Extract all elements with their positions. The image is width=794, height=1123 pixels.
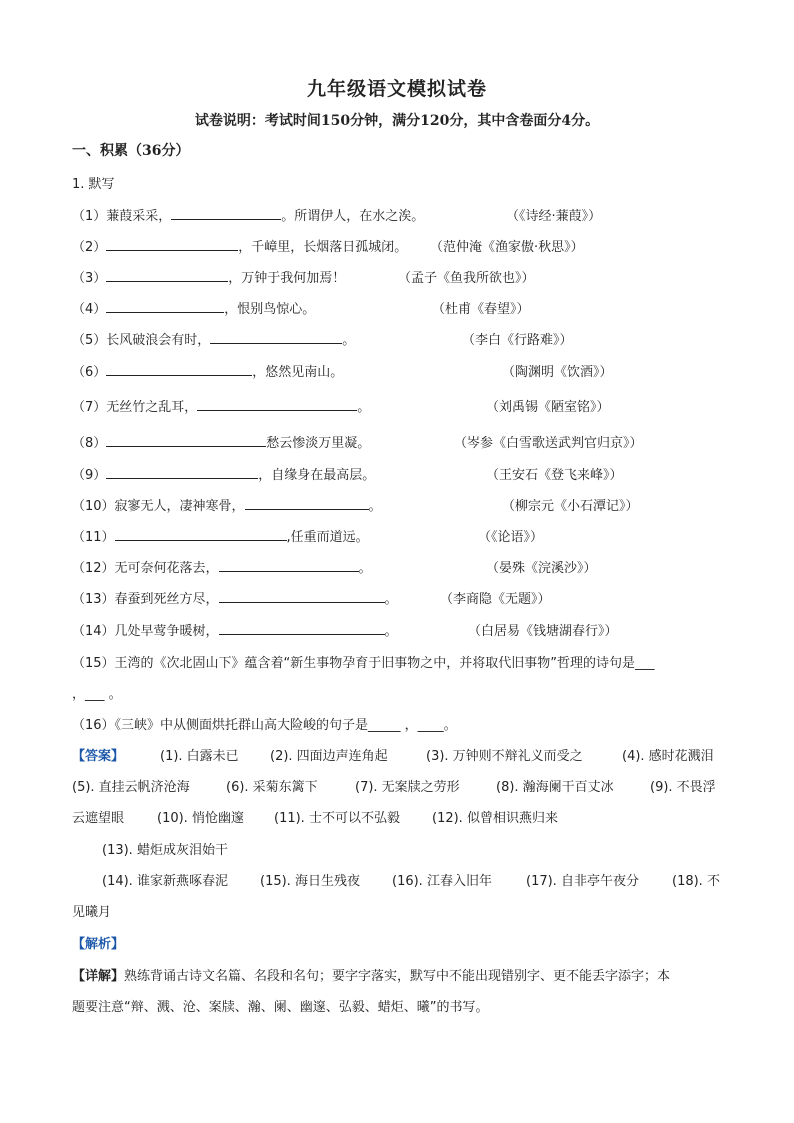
- source-citation: （陶渊明《饮酒》）: [502, 365, 613, 380]
- answer-blank: [197, 396, 357, 411]
- question-text: （6）: [72, 365, 107, 380]
- answer-blank: [106, 464, 258, 479]
- answer-item: 见曦月: [72, 905, 112, 920]
- question-text: （9）: [72, 468, 107, 483]
- question-text: （1）蒹葭采采，: [72, 209, 172, 224]
- question-text: （2）: [72, 240, 107, 255]
- answer-item: (3). 万钟则不辩礼义而受之: [426, 749, 583, 764]
- answer-item: (9). 不畏浮: [650, 780, 716, 795]
- source-citation: （王安石《登飞来峰》）: [486, 468, 623, 483]
- question-row: [72, 526, 369, 545]
- question-text: 。所谓伊人，在水之涘。: [281, 209, 425, 224]
- question-text: 。: [358, 561, 372, 576]
- detail-text: 熟练背诵古诗文名篇、名段和名句；要字字落实，默写中不能出现错别字、更不能丢字添字；本: [124, 969, 671, 984]
- analysis-tag: 【解析】: [72, 937, 125, 952]
- answer-item: (13). 蜡炬成灰泪始干: [102, 843, 228, 858]
- question-text: （12）无可奈何花落去，: [72, 561, 219, 576]
- answer-item: (2). 四面边声连角起: [270, 749, 388, 764]
- question-15-continued: ，___ 。: [72, 687, 122, 702]
- answer-item: (5). 直挂云帆济沧海: [72, 780, 190, 795]
- question-row: [72, 620, 398, 639]
- answer-item: (6). 采菊东篱下: [226, 780, 318, 795]
- answer-tag: 【答案】: [72, 749, 125, 764]
- page-title: 九年级语文模拟试卷: [306, 78, 487, 100]
- section-heading: 一、积累（36分）: [72, 143, 190, 159]
- question-text: （4）: [72, 302, 107, 317]
- question-row: [72, 236, 407, 255]
- question-row: [72, 464, 375, 483]
- answer-item: (4). 感时花溅泪: [622, 749, 714, 764]
- answer-blank: [106, 236, 238, 251]
- answer-item: (14). 谁家新燕啄春泥: [102, 874, 228, 889]
- answer-blank: [106, 298, 224, 313]
- detail-paragraph-line-2: 题要注意“辩、溅、沧、案牍、瀚、阑、幽邃、弘毅、蜡炬、曦”的书写。: [72, 1000, 489, 1015]
- answer-blank: [219, 588, 385, 603]
- answer-item: (10). 悄怆幽邃: [157, 811, 244, 826]
- answer-blank: [219, 620, 385, 635]
- question-16: （16）《三峡》中从侧面烘托群山高大险峻的句子是_____ ，____。: [72, 718, 457, 733]
- question-row: [72, 298, 315, 317]
- question-text: （5）长风破浪会有时，: [72, 333, 211, 348]
- question-row: [72, 588, 398, 607]
- source-citation: （李商隐《无题》）: [440, 592, 551, 607]
- exam-instructions: 试卷说明：考试时间150分钟，满分120分，其中含卷面分4分。: [194, 113, 600, 129]
- question-15: （15）王湾的《次北固山下》蕴含着“新生事物孕育于旧事物之中，并将取代旧事物”哲理的诗句是___: [72, 656, 655, 671]
- answer-blank: [171, 205, 281, 220]
- question-text: ，万钟于我何加焉！: [228, 271, 346, 286]
- question-1-label: 1. 默写: [72, 177, 115, 192]
- question-text: ，自缘身在最高层。: [258, 468, 376, 483]
- source-citation: （岑参《白雪歌送武判官归京》）: [454, 436, 643, 451]
- question-text: 。: [368, 499, 382, 514]
- answer-blank: [106, 267, 228, 282]
- question-text: 。: [384, 624, 398, 639]
- answer-item: (7). 无案牍之劳形: [355, 780, 460, 795]
- question-text: （3）: [72, 271, 107, 286]
- answer-item: (16). 江春入旧年: [392, 874, 492, 889]
- source-citation: （《论语》）: [478, 530, 544, 545]
- question-row: [72, 432, 370, 451]
- answer-item: (8). 瀚海阑干百丈冰: [496, 780, 614, 795]
- source-citation: （《诗经·蒹葭》）: [506, 209, 602, 224]
- answer-blank: [106, 432, 266, 447]
- answer-item: (17). 自非亭午夜分: [526, 874, 639, 889]
- question-text: 愁云惨淡万里凝。: [266, 436, 371, 451]
- answer-item: 云遮望眼: [72, 811, 125, 826]
- question-text: （8）: [72, 436, 107, 451]
- question-row: [72, 495, 382, 514]
- source-citation: （刘禹锡《陋室铭》）: [486, 400, 610, 415]
- answer-item: (18). 不: [672, 874, 720, 889]
- question-text: 。: [357, 400, 371, 415]
- question-text: 。: [342, 333, 356, 348]
- question-row: [72, 396, 370, 415]
- source-citation: （晏殊《浣溪沙》）: [486, 561, 597, 576]
- source-citation: （李白《行路难》）: [462, 333, 573, 348]
- question-row: [72, 329, 355, 348]
- question-text: （7）无丝竹之乱耳，: [72, 400, 198, 415]
- question-text: ，悠然见南山。: [252, 365, 344, 380]
- answer-blank: [106, 361, 252, 376]
- question-text: ,任重而道远。: [286, 530, 369, 545]
- source-citation: （白居易《钱塘湖春行》）: [468, 624, 618, 639]
- question-row: [72, 361, 343, 380]
- question-text: 。: [384, 592, 398, 607]
- question-text: ，千嶂里，长烟落日孤城闭。: [238, 240, 408, 255]
- answer-blank: [219, 557, 359, 572]
- answer-blank: [210, 329, 342, 344]
- question-text: （14）几处早莺争暖树，: [72, 624, 219, 639]
- source-citation: （孟子《鱼我所欲也》）: [398, 271, 535, 286]
- answer-blank: [115, 526, 287, 541]
- source-citation: （范仲淹《渔家傲·秋思》）: [430, 240, 584, 255]
- question-text: （10）寂寥无人，凄神寒骨，: [72, 499, 245, 514]
- answer-item: (15). 海日生残夜: [260, 874, 360, 889]
- source-citation: （柳宗元《小石潭记》）: [502, 499, 639, 514]
- source-citation: （杜甫《春望》）: [432, 302, 530, 317]
- detail-tag: 【详解】: [72, 969, 125, 984]
- question-text: （13）春蚕到死丝方尽，: [72, 592, 219, 607]
- question-row: [72, 205, 424, 224]
- detail-paragraph-line: [72, 965, 670, 984]
- question-text: （11）: [72, 530, 115, 545]
- question-text: ，恨别鸟惊心。: [224, 302, 316, 317]
- answer-item: (11). 士不可以不弘毅: [274, 811, 400, 826]
- answer-item: (12). 似曾相识燕归来: [432, 811, 558, 826]
- answer-blank: [245, 495, 369, 510]
- question-row: [72, 557, 372, 576]
- answer-item: (1). 白露未已: [160, 749, 239, 764]
- question-row: [72, 267, 345, 286]
